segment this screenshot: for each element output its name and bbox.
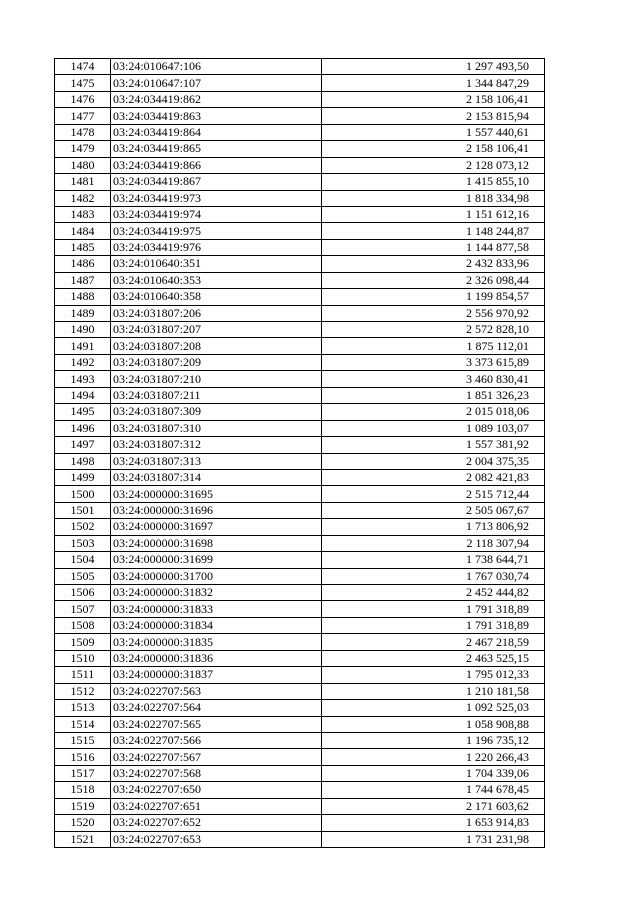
cadastral-number-cell: 03:24:000000:31700 [111, 568, 322, 584]
cadastral-value-cell: 2 432 833,96 [322, 256, 545, 272]
table-row [55, 798, 545, 814]
cadastral-value-cell: 2 015 018,06 [322, 404, 545, 420]
table-row [55, 387, 545, 403]
row-number-cell: 1505 [55, 568, 111, 584]
cadastral-value-cell: 1 795 012,33 [322, 667, 545, 683]
cadastral-value-cell: 1 196 735,12 [322, 732, 545, 748]
cadastral-number-cell: 03:24:034419:974 [111, 206, 322, 222]
row-number-cell: 1515 [55, 732, 111, 748]
row-number-cell: 1494 [55, 387, 111, 403]
cadastral-value-cell: 1 199 854,57 [322, 289, 545, 305]
cadastral-value-cell: 1 415 855,10 [322, 174, 545, 190]
table-row [55, 338, 545, 354]
table-row [55, 535, 545, 551]
table-row [55, 420, 545, 436]
row-number-cell: 1501 [55, 502, 111, 518]
row-number-cell: 1500 [55, 486, 111, 502]
cadastral-number-cell: 03:24:034419:867 [111, 174, 322, 190]
row-number-cell: 1481 [55, 174, 111, 190]
row-number-cell: 1510 [55, 650, 111, 666]
cadastral-value-cell: 1 344 847,29 [322, 75, 545, 91]
cadastral-value-cell: 1 089 103,07 [322, 420, 545, 436]
table-body [55, 59, 545, 848]
cadastral-number-cell: 03:24:010647:107 [111, 75, 322, 91]
table-row [55, 256, 545, 272]
row-number-cell: 1521 [55, 831, 111, 847]
cadastral-number-cell: 03:24:031807:210 [111, 371, 322, 387]
row-number-cell: 1507 [55, 601, 111, 617]
cadastral-value-cell: 3 460 830,41 [322, 371, 545, 387]
row-number-cell: 1518 [55, 782, 111, 798]
cadastral-number-cell: 03:24:022707:651 [111, 798, 322, 814]
cadastral-value-cell: 2 082 421,83 [322, 469, 545, 485]
cadastral-value-cell: 1 653 914,83 [322, 815, 545, 831]
cadastral-number-cell: 03:24:031807:313 [111, 453, 322, 469]
table-row [55, 272, 545, 288]
cadastral-value-cell: 1 744 678,45 [322, 782, 545, 798]
cadastral-value-cell: 2 118 307,94 [322, 535, 545, 551]
cadastral-value-cell: 2 463 525,15 [322, 650, 545, 666]
table-row [55, 59, 545, 75]
cadastral-number-cell: 03:24:034419:866 [111, 157, 322, 173]
cadastral-number-cell: 03:24:000000:31833 [111, 601, 322, 617]
cadastral-value-cell: 2 452 444,82 [322, 585, 545, 601]
cadastral-number-cell: 03:24:034419:864 [111, 124, 322, 140]
cadastral-number-cell: 03:24:031807:209 [111, 354, 322, 370]
cadastral-number-cell: 03:24:034419:865 [111, 141, 322, 157]
row-number-cell: 1486 [55, 256, 111, 272]
cadastral-number-cell: 03:24:000000:31836 [111, 650, 322, 666]
row-number-cell: 1491 [55, 338, 111, 354]
cadastral-value-cell: 1 851 326,23 [322, 387, 545, 403]
cadastral-number-cell: 03:24:010647:106 [111, 59, 322, 75]
table-row [55, 75, 545, 91]
row-number-cell: 1480 [55, 157, 111, 173]
cadastral-number-cell: 03:24:022707:652 [111, 815, 322, 831]
cadastral-value-cell: 2 556 970,92 [322, 305, 545, 321]
row-number-cell: 1479 [55, 141, 111, 157]
cadastral-value-cell: 2 326 098,44 [322, 272, 545, 288]
cadastral-value-cell: 1 713 806,92 [322, 519, 545, 535]
cadastral-value-cell: 1 220 266,43 [322, 749, 545, 765]
table-row [55, 782, 545, 798]
table-row [55, 141, 545, 157]
table-row [55, 124, 545, 140]
cadastral-number-cell: 03:24:031807:207 [111, 322, 322, 338]
row-number-cell: 1487 [55, 272, 111, 288]
cadastral-value-cell: 1 151 612,16 [322, 206, 545, 222]
cadastral-value-cell: 1 557 440,61 [322, 124, 545, 140]
cadastral-number-cell: 03:24:022707:653 [111, 831, 322, 847]
table-row [55, 634, 545, 650]
cadastral-value-cell: 1 731 231,98 [322, 831, 545, 847]
table-row [55, 371, 545, 387]
row-number-cell: 1476 [55, 91, 111, 107]
cadastral-number-cell: 03:24:010640:351 [111, 256, 322, 272]
table-row [55, 601, 545, 617]
row-number-cell: 1483 [55, 206, 111, 222]
row-number-cell: 1482 [55, 190, 111, 206]
table-row [55, 732, 545, 748]
row-number-cell: 1512 [55, 683, 111, 699]
row-number-cell: 1516 [55, 749, 111, 765]
cadastral-value-cell: 1 767 030,74 [322, 568, 545, 584]
row-number-cell: 1496 [55, 420, 111, 436]
cadastral-value-cell: 1 875 112,01 [322, 338, 545, 354]
cadastral-value-cell: 1 144 877,58 [322, 239, 545, 255]
table-row [55, 190, 545, 206]
cadastral-value-cell: 2 467 218,59 [322, 634, 545, 650]
cadastral-value-cell: 1 297 493,50 [322, 59, 545, 75]
cadastral-number-cell: 03:24:031807:310 [111, 420, 322, 436]
cadastral-number-cell: 03:24:034419:976 [111, 239, 322, 255]
cadastral-number-cell: 03:24:000000:31699 [111, 552, 322, 568]
table-row [55, 239, 545, 255]
cadastral-number-cell: 03:24:000000:31832 [111, 585, 322, 601]
table-row [55, 585, 545, 601]
cadastral-number-cell: 03:24:031807:206 [111, 305, 322, 321]
row-number-cell: 1517 [55, 765, 111, 781]
table-row [55, 453, 545, 469]
cadastral-value-cell: 1 148 244,87 [322, 223, 545, 239]
cadastral-number-cell: 03:24:022707:568 [111, 765, 322, 781]
row-number-cell: 1489 [55, 305, 111, 321]
table-row [55, 157, 545, 173]
table-row [55, 519, 545, 535]
cadastral-number-cell: 03:24:034419:863 [111, 108, 322, 124]
row-number-cell: 1499 [55, 469, 111, 485]
row-number-cell: 1475 [55, 75, 111, 91]
cadastral-value-cell: 2 153 815,94 [322, 108, 545, 124]
table-row [55, 404, 545, 420]
cadastral-value-cell: 1 704 339,06 [322, 765, 545, 781]
cadastral-value-cell: 3 373 615,89 [322, 354, 545, 370]
cadastral-value-cell: 1 818 334,98 [322, 190, 545, 206]
row-number-cell: 1504 [55, 552, 111, 568]
cadastral-number-cell: 03:24:022707:563 [111, 683, 322, 699]
cadastral-value-cell: 1 791 318,89 [322, 617, 545, 633]
row-number-cell: 1506 [55, 585, 111, 601]
table-row [55, 617, 545, 633]
row-number-cell: 1488 [55, 289, 111, 305]
table-row [55, 831, 545, 847]
table-row [55, 502, 545, 518]
row-number-cell: 1477 [55, 108, 111, 124]
cadastral-number-cell: 03:24:031807:312 [111, 437, 322, 453]
table-row [55, 700, 545, 716]
cadastral-number-cell: 03:24:000000:31837 [111, 667, 322, 683]
row-number-cell: 1474 [55, 59, 111, 75]
table-row [55, 108, 545, 124]
row-number-cell: 1493 [55, 371, 111, 387]
row-number-cell: 1520 [55, 815, 111, 831]
cadastral-value-cell: 1 791 318,89 [322, 601, 545, 617]
row-number-cell: 1490 [55, 322, 111, 338]
cadastral-number-cell: 03:24:031807:208 [111, 338, 322, 354]
cadastral-number-cell: 03:24:034419:973 [111, 190, 322, 206]
table-row [55, 305, 545, 321]
cadastral-value-cell: 2 128 073,12 [322, 157, 545, 173]
cadastral-number-cell: 03:24:010640:353 [111, 272, 322, 288]
cadastral-number-cell: 03:24:031807:309 [111, 404, 322, 420]
cadastral-number-cell: 03:24:022707:564 [111, 700, 322, 716]
cadastral-value-cell: 1 058 908,88 [322, 716, 545, 732]
table-row [55, 206, 545, 222]
table-row [55, 650, 545, 666]
table-row [55, 552, 545, 568]
table-row [55, 667, 545, 683]
cadastral-value-cell: 1 092 525,03 [322, 700, 545, 716]
table-row [55, 322, 545, 338]
row-number-cell: 1519 [55, 798, 111, 814]
cadastral-value-table [54, 58, 545, 848]
table-row [55, 716, 545, 732]
table-row [55, 765, 545, 781]
cadastral-number-cell: 03:24:000000:31698 [111, 535, 322, 551]
row-number-cell: 1509 [55, 634, 111, 650]
table-row [55, 223, 545, 239]
cadastral-number-cell: 03:24:000000:31835 [111, 634, 322, 650]
cadastral-value-cell: 2 004 375,35 [322, 453, 545, 469]
cadastral-value-cell: 2 572 828,10 [322, 322, 545, 338]
row-number-cell: 1478 [55, 124, 111, 140]
cadastral-number-cell: 03:24:031807:211 [111, 387, 322, 403]
cadastral-value-cell: 2 505 067,67 [322, 502, 545, 518]
cadastral-value-cell: 1 210 181,58 [322, 683, 545, 699]
table-row [55, 437, 545, 453]
table-row [55, 469, 545, 485]
cadastral-value-cell: 2 158 106,41 [322, 141, 545, 157]
cadastral-value-cell: 2 158 106,41 [322, 91, 545, 107]
row-number-cell: 1497 [55, 437, 111, 453]
table-row [55, 289, 545, 305]
cadastral-value-cell: 1 738 644,71 [322, 552, 545, 568]
cadastral-number-cell: 03:24:022707:566 [111, 732, 322, 748]
table-row [55, 354, 545, 370]
row-number-cell: 1498 [55, 453, 111, 469]
row-number-cell: 1503 [55, 535, 111, 551]
row-number-cell: 1495 [55, 404, 111, 420]
cadastral-number-cell: 03:24:000000:31695 [111, 486, 322, 502]
row-number-cell: 1513 [55, 700, 111, 716]
cadastral-number-cell: 03:24:022707:650 [111, 782, 322, 798]
cadastral-number-cell: 03:24:010640:358 [111, 289, 322, 305]
table-row [55, 486, 545, 502]
cadastral-number-cell: 03:24:000000:31696 [111, 502, 322, 518]
table-row [55, 815, 545, 831]
row-number-cell: 1484 [55, 223, 111, 239]
table-row [55, 91, 545, 107]
table-row [55, 174, 545, 190]
cadastral-number-cell: 03:24:031807:314 [111, 469, 322, 485]
row-number-cell: 1514 [55, 716, 111, 732]
cadastral-number-cell: 03:24:000000:31697 [111, 519, 322, 535]
row-number-cell: 1511 [55, 667, 111, 683]
row-number-cell: 1492 [55, 354, 111, 370]
cadastral-number-cell: 03:24:034419:862 [111, 91, 322, 107]
row-number-cell: 1508 [55, 617, 111, 633]
row-number-cell: 1502 [55, 519, 111, 535]
table-row [55, 749, 545, 765]
cadastral-value-cell: 2 515 712,44 [322, 486, 545, 502]
cadastral-value-cell: 1 557 381,92 [322, 437, 545, 453]
cadastral-number-cell: 03:24:022707:565 [111, 716, 322, 732]
cadastral-value-cell: 2 171 603,62 [322, 798, 545, 814]
cadastral-number-cell: 03:24:000000:31834 [111, 617, 322, 633]
table-row [55, 683, 545, 699]
cadastral-number-cell: 03:24:034419:975 [111, 223, 322, 239]
table-row [55, 568, 545, 584]
row-number-cell: 1485 [55, 239, 111, 255]
cadastral-number-cell: 03:24:022707:567 [111, 749, 322, 765]
